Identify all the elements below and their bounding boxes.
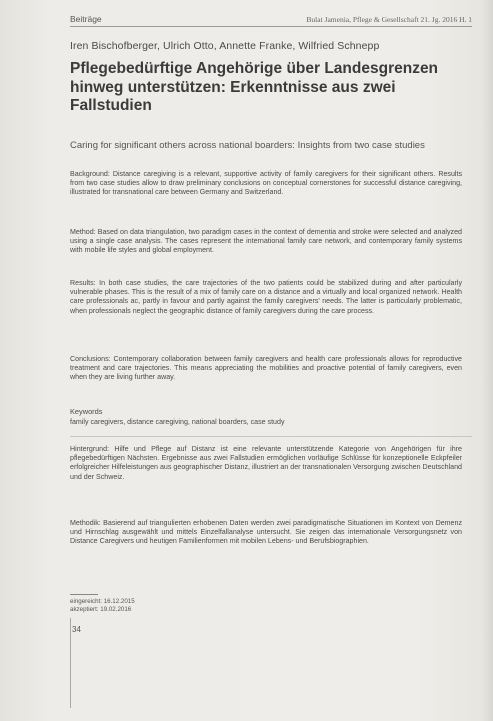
header-rule [70,26,472,27]
dates-rule [70,594,98,595]
article-title: Pflegebedürftige Angehörige über Landesgrenzen hinweg unterstützen: Erkenntnisse aus zwei Fallstudien [70,60,439,114]
scan-shadow [481,0,493,721]
section-label: Beiträge [70,14,102,24]
accepted-date: akzeptiert: 19.02.2016 [70,606,132,614]
abstract-methodik: Methodik: Basierend auf triangulierten erhobenen Daten werden zwei paradigmatische Situationen im Kontext von Demenz und Hirnschlag ausgewählt und mittels Einzelfallanalyse untersucht. Sie zeigen das internationale Versorgungsnetz von Distance Caregivers und heutigen Familienformen mit mobilen Lebens- und Berufsbiographien. [70,519,462,546]
keywords-list: family caregivers, distance caregiving, national boarders, case study [70,418,285,426]
abstract-results: Results: In both case studies, the care trajectories of the two patients could be stabilized during and after particularly vulnerable phases. This is the result of a mix of family care on a distance and a virtually and local organized network. Health care professionals ac, partly in favour and partly against the family caregivers' needs. The latter is particularly problematic, when professionals neglect the geographic distance of family caregivers during the care process. [70,279,462,315]
abstract-hintergrund: Hintergrund: Hilfe und Pflege auf Distanz ist eine relevante unterstützende Kategorie von Angehörigen für ihre pflegebedürftigen Nächsten. Ergebnisse aus zwei Fallstudien ermöglichen vorläufige Schlüsse für konzeptionelle Eckpfeiler erfolgreicher Hilfeleistungen aus geographischer Distanz, illustriert an der transnationalen Versorgung zwischen Deutschland und der Schweiz. [70,445,462,481]
section-divider [70,436,472,437]
abstract-conclusions: Conclusions: Contemporary collaboration between family caregivers and health care professionals allows for reproductive treatment and care trajectories. This means appreciating the mobilities and proactive potential of family caregivers, even when they are living further away. [70,355,462,382]
running-header [70,14,472,24]
received-date: eingereicht: 16.12.2015 [70,598,135,605]
keywords-heading: Keywords [70,407,103,416]
abstract-method: Method: Based on data triangulation, two paradigm cases in the context of dementia and stroke were selected and analyzed using a single case analysis. The cases represent the international family care network, and contemporary family systems with mobile life styles and global employment. [70,228,462,255]
english-title: Caring for significant others across national boarders: Insights from two case studies [70,140,425,151]
abstract-background: Background: Distance caregiving is a relevant, supportive activity of family caregivers for their significant others. Results from two case studies allow to draw preliminary conclusions on conceptual cornerstones for successful distance caregiving, illustrated for transnational care between Germany and Switzerland. [70,170,462,197]
journal-citation: Bulat Jamenia, Pflege & Gesellschaft 21. Jg. 2016 H. 1 [306,15,472,24]
page-number-bar [70,618,71,708]
submission-dates [70,594,210,615]
page-number: 34 [72,625,81,634]
author-list: Iren Bischofberger, Ulrich Otto, Annette Franke, Wilfried Schnepp [70,40,380,52]
